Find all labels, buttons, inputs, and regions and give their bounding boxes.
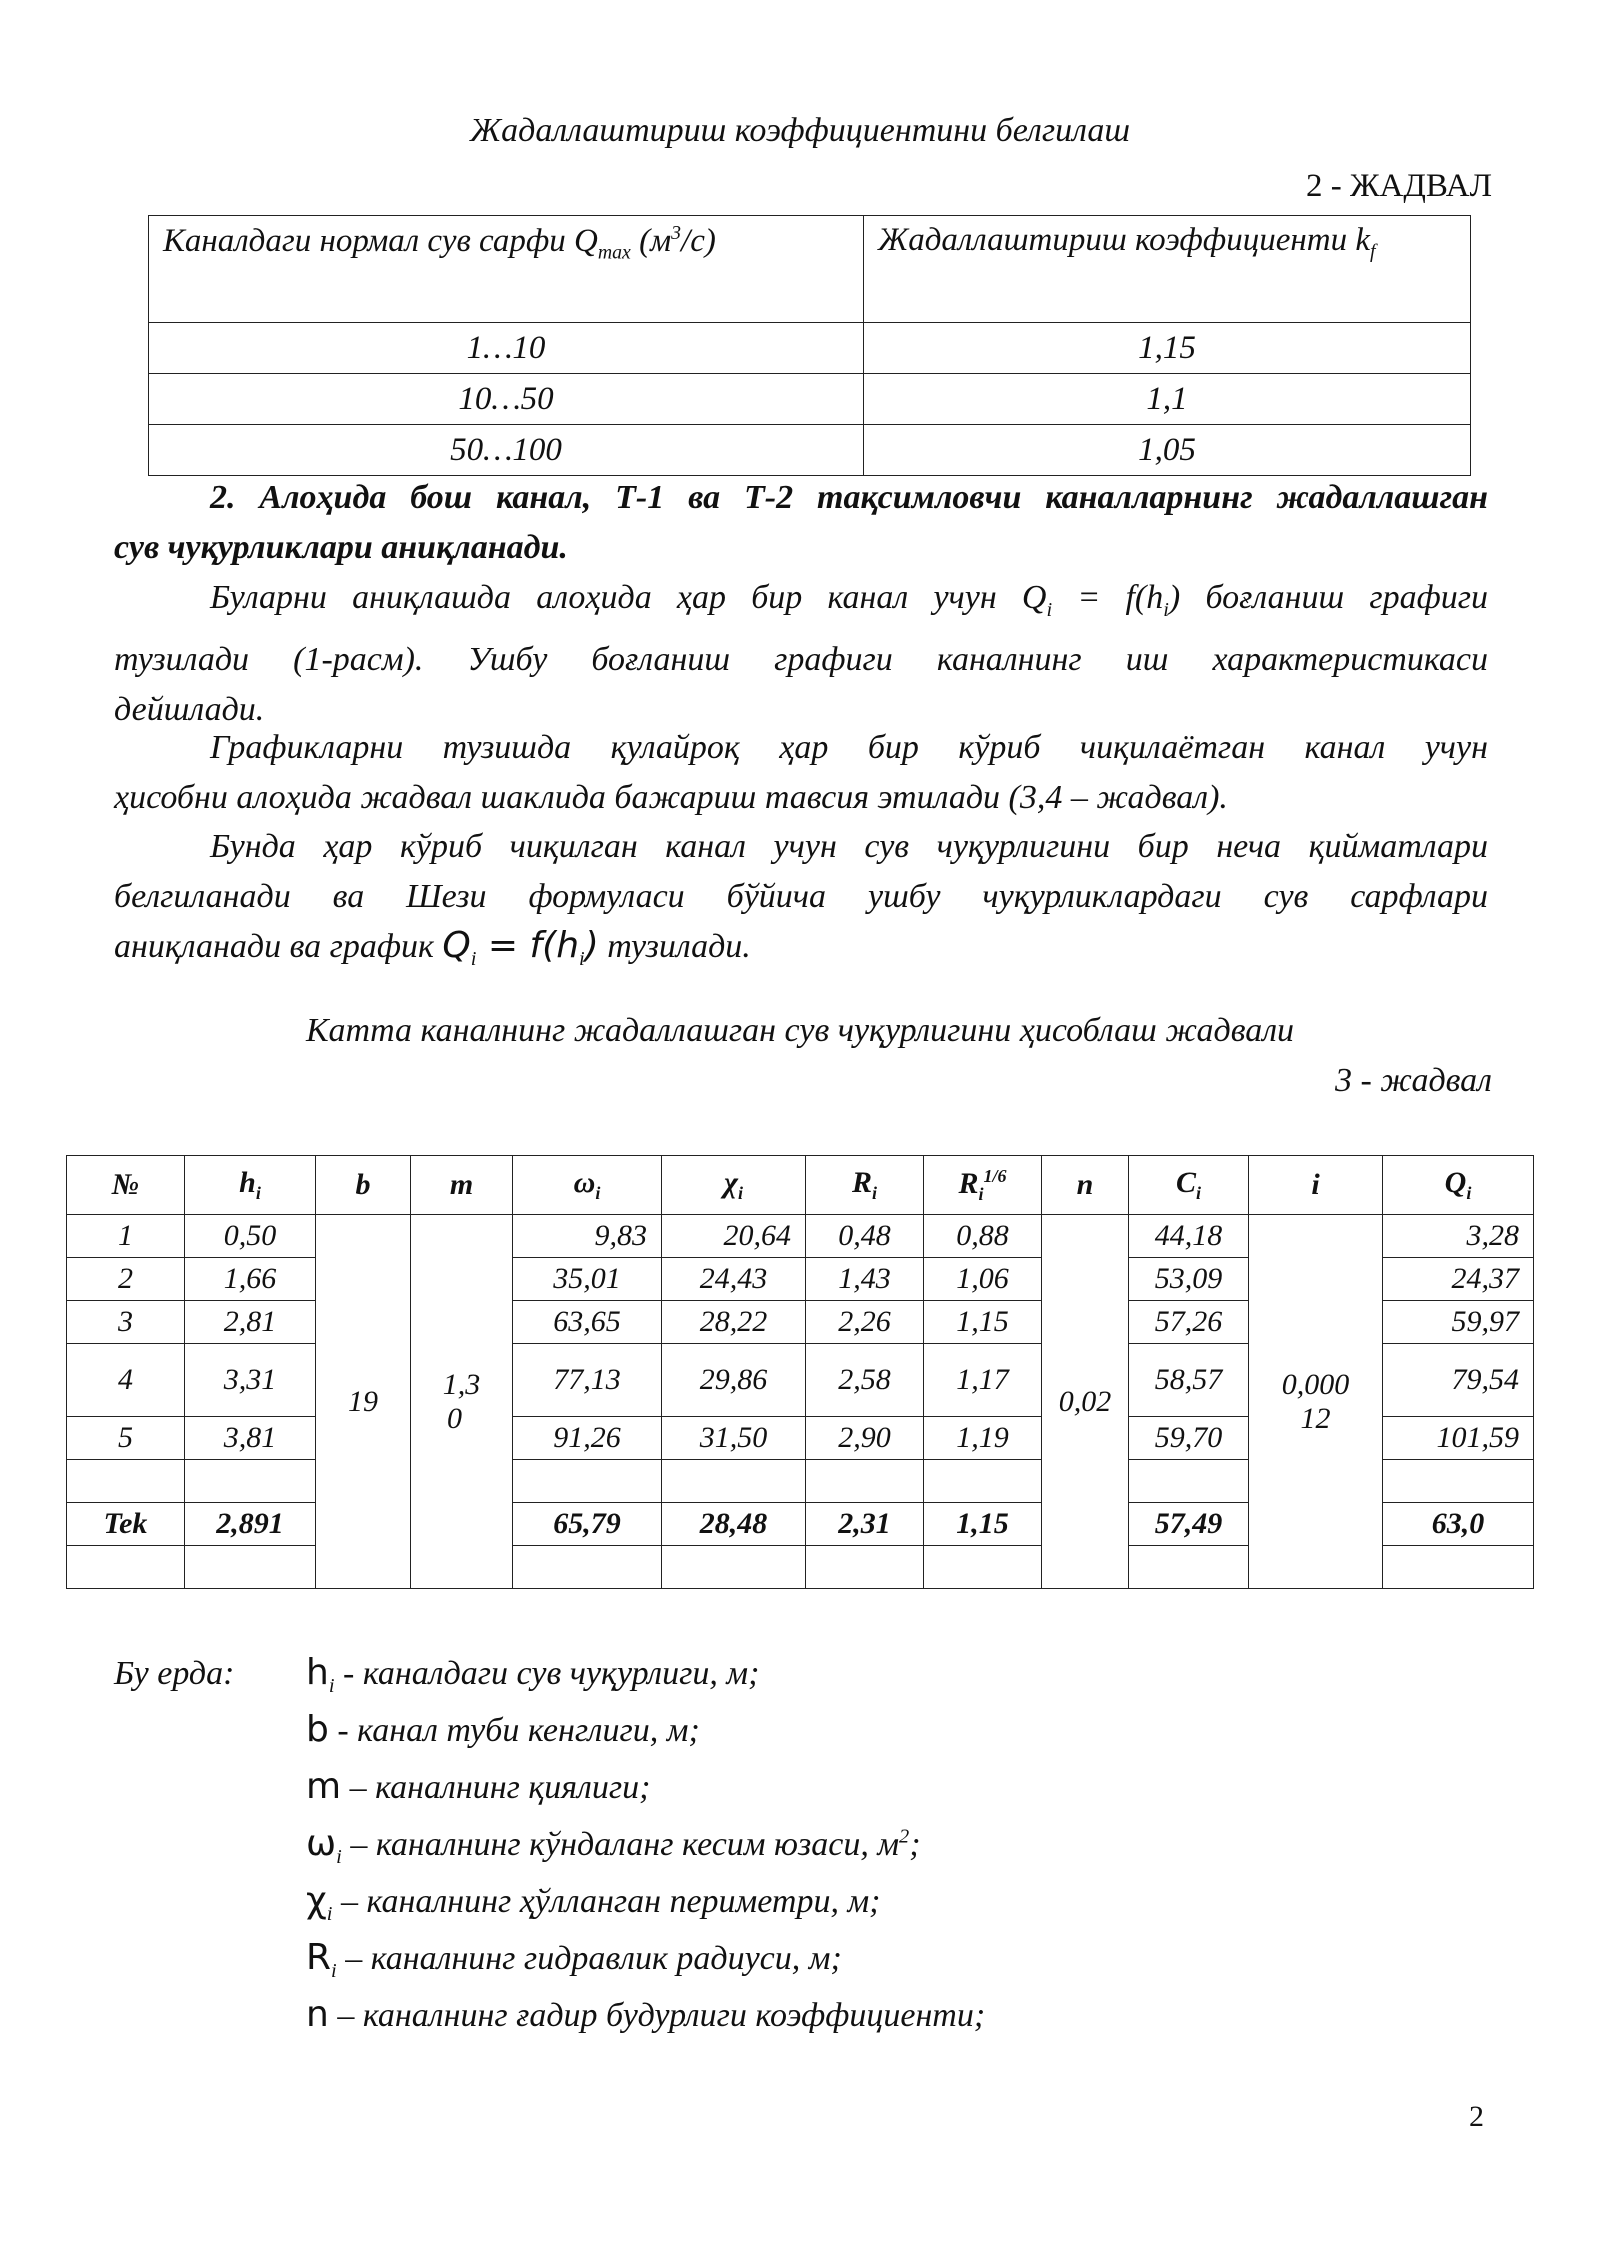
legend-item: n – каналнинг ғадир будурлиги коэффициенти; — [306, 1994, 986, 2035]
table-row: 1…10 1,15 — [149, 323, 1471, 374]
paragraph-3: Бунда ҳар кўриб чиқилган канал учун сув чуқурлигини бир неча қийматлари белгиланади ва Шези формуласи бўйича ушбу чуқурликлардаги сув сарфлари аниқланади ва график $Q_i = f(h_i)$ тузилади. — [114, 828, 1488, 970]
legend-intro: Бу ерда: — [114, 1655, 235, 1692]
table3-label: 3 - жадвал — [1334, 1062, 1492, 1099]
paragraph-1: Буларни аниқлашда алоҳида ҳар бир канал учун $Q_i = f(h_i)$ боғланиш графиги тузилади (1-расм). Ушбу боғланиш графиги каналнинг иш характеристикаси дейшлади. — [114, 579, 1488, 728]
legend-item: $\omega_i$ – каналнинг кўндаланг кесим юзаси, $м^2$; — [306, 1823, 921, 1868]
table-row: 5 3,81 91,26 31,50 2,90 1,19 59,70 101,59 — [67, 1417, 1534, 1460]
table2-header-coef: Жадаллаштириш коэффициенти $k_f$ — [864, 216, 1471, 323]
table3-title: Катта каналнинг жадаллашган сув чуқурлигини ҳисоблаш жадвали — [305, 1012, 1295, 1049]
table-row: 2 1,66 35,01 24,43 1,43 1,06 53,09 24,37 — [67, 1258, 1534, 1301]
table2-label: 2 - ЖАДВАЛ — [1305, 168, 1492, 204]
legend-item: b - канал туби кенглиги, м; — [306, 1709, 700, 1750]
merged-n: 0,02 — [1042, 1215, 1129, 1589]
page-number: 2 — [1469, 2100, 1484, 2133]
table-row: 10…50 1,1 — [149, 374, 1471, 425]
table-row: 50…100 1,05 — [149, 425, 1471, 476]
coefficient-table — [148, 215, 1471, 476]
merged-i: 0,000 12 — [1249, 1215, 1383, 1589]
legend-item: $R_i$ – каналнинг гидравлик радиуси, м; — [306, 1937, 842, 1982]
merged-b: 19 — [316, 1215, 411, 1589]
merged-m: 1,3 0 — [411, 1215, 513, 1589]
depth-calculation-table — [66, 1155, 1534, 1589]
legend-item: m – каналнинг қиялиги; — [306, 1766, 651, 1807]
table-total-row: Tek 2,891 65,79 28,48 2,31 1,15 57,49 63,0 — [67, 1503, 1534, 1546]
section-heading: 2. Алоҳида бош канал, Т-1 ва Т-2 тақсимловчи каналларнинг жадаллашган сув чуқурликлари аниқланади. — [114, 479, 1488, 566]
paragraph-2: Графикларни тузишда қулайроқ ҳар бир кўриб чиқилаётган канал учун ҳисобни алоҳида жадвал шаклида бажариш тавсия этилади (3,4 – жадвал). — [114, 729, 1488, 816]
table-row: 1 0,50 19 1,3 0 9,83 20,64 0,48 0,88 0,02 44,18 0,000 12 3,28 — [67, 1215, 1534, 1258]
legend-item: $\chi_i$ – каналнинг ҳўлланган периметри, м; — [306, 1880, 881, 1925]
table2-title: Жадаллаштириш коэффициентини белгилаш — [470, 112, 1130, 149]
table-header-row: № $h_i$ b m $\omega_i$ $\chi_i$ $R_i$ $R_i^{1/6}$ n $C_i$ i $Q_i$ — [67, 1156, 1534, 1215]
legend-item: $h_i$ - каналдаги сув чуқурлиги, м; — [306, 1652, 760, 1697]
table-row: 3 2,81 63,65 28,22 2,26 1,15 57,26 59,97 — [67, 1301, 1534, 1344]
table2-header-flow: Каналдаги нормал сув сарфи $Q_{max}$ $(м^3/с)$ — [149, 216, 864, 323]
table-row: 4 3,31 77,13 29,86 2,58 1,17 58,57 79,54 — [67, 1344, 1534, 1417]
